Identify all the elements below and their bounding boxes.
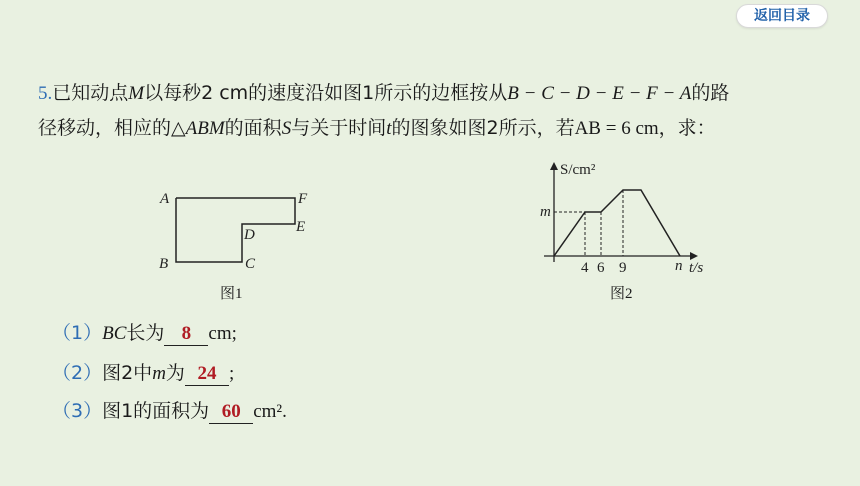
question-1 — [52, 318, 237, 348]
problem-text: 与关于时间 — [291, 117, 387, 139]
problem-line-1 — [38, 76, 828, 111]
label-e: E — [296, 219, 306, 235]
question-text: cm; — [208, 323, 237, 344]
problem-text: 径移动，相应的△ — [38, 117, 186, 139]
question-text: cm². — [253, 401, 287, 422]
triangle-name: ABM — [185, 118, 225, 139]
tick-6: 6 — [597, 260, 605, 276]
var-m: m — [152, 363, 166, 384]
y-axis-arrow — [550, 162, 558, 170]
label-f: F — [298, 191, 308, 207]
question-number: （2） — [52, 362, 103, 384]
question-text: BC — [102, 323, 127, 344]
label-d: D — [244, 227, 255, 243]
problem-text: 的路 — [691, 82, 730, 104]
figure-1-diagram — [150, 184, 320, 274]
answer-blank: 8 — [164, 323, 208, 346]
answer-blank: 60 — [209, 401, 253, 424]
problem-text: 的图象如图2所示，若 — [391, 117, 575, 139]
question-3 — [52, 396, 287, 426]
problem-text: 的面积 — [224, 117, 282, 139]
question-text: 图1的面积为 — [102, 400, 210, 422]
tick-4: 4 — [581, 260, 589, 276]
given-equation: AB = 6 cm — [574, 118, 659, 139]
question-2 — [52, 358, 234, 388]
figure-2-graph — [530, 150, 720, 276]
figure-1-outline — [176, 198, 295, 262]
problem-text: 以每秒2 cm的速度沿如图1所示的边框按从 — [144, 82, 508, 104]
problem-text: 已知动点 — [52, 82, 129, 104]
question-number: （1） — [52, 322, 103, 344]
y-axis-label: S/cm² — [560, 162, 596, 178]
question-text: 为 — [165, 362, 185, 384]
figure-1-caption: 图1 — [220, 286, 243, 302]
question-text: 长为 — [126, 322, 165, 344]
m-label: m — [540, 204, 551, 220]
path-sequence: B − C − D − E − F − A — [507, 83, 692, 104]
question-number: （3） — [52, 400, 103, 422]
problem-text: ，求： — [658, 117, 716, 139]
label-a: A — [160, 191, 170, 207]
answer-blank: 24 — [185, 363, 229, 386]
area-curve — [554, 190, 680, 256]
problem-statement — [38, 76, 828, 146]
label-c: C — [245, 256, 256, 272]
tick-9: 9 — [619, 260, 627, 276]
x-axis-arrow — [690, 252, 698, 260]
question-text: 图2中 — [102, 362, 153, 384]
label-b: B — [159, 256, 169, 272]
question-text: ; — [228, 363, 235, 384]
n-label: n — [675, 258, 683, 274]
back-to-contents-button[interactable]: 返回目录 — [736, 4, 828, 28]
var-m-point: M — [128, 83, 145, 104]
problem-line-2 — [38, 111, 828, 146]
var-t: t — [386, 118, 392, 139]
var-s: S — [281, 118, 292, 139]
problem-number: 5. — [38, 83, 53, 104]
x-axis-label: t/s — [689, 260, 704, 276]
figure-2-caption: 图2 — [610, 286, 633, 302]
